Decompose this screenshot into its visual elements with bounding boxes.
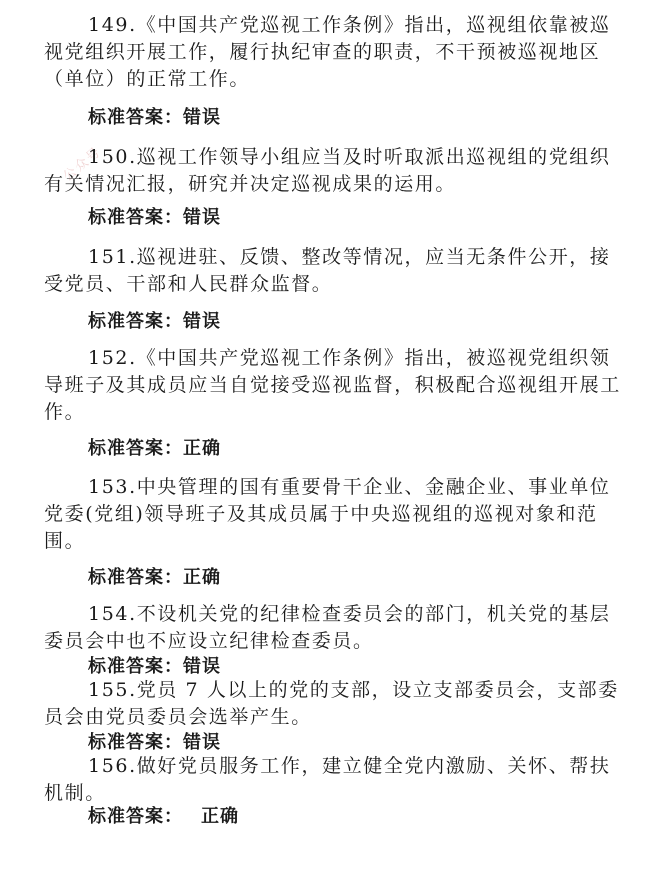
answer-value: 错误 [183, 656, 221, 677]
answer-155 [88, 731, 221, 755]
answer-label: 标准答案： [88, 107, 183, 128]
answer-label: 标准答案： [88, 207, 183, 228]
answer-152 [88, 437, 221, 461]
answer-value: 错误 [183, 732, 221, 753]
question-150: 150.巡视工作领导小组应当及时听取派出巡视组的党组织有关情况汇报，研究并决定巡视成果的运用。 [44, 146, 611, 195]
answer-label: 标准答案： [88, 656, 183, 677]
answer-149 [88, 106, 221, 130]
watermark: 公众号 [60, 144, 105, 185]
question-155: 155.党员 7 人以上的党的支部，设立支部委员会，支部委员会由党员委员会选举产生。 [44, 679, 619, 728]
answer-150 [88, 206, 221, 230]
answer-value: 正确 [183, 438, 221, 459]
answer-153 [88, 566, 221, 590]
question-152: 152.《中国共产党巡视工作条例》指出，被巡视党组织领导班子及其成员应当自觉接受巡视监督，积极配合巡视组开展工作。 [44, 347, 621, 423]
answer-value: 错误 [183, 311, 221, 332]
question-156: 156.做好党员服务工作，建立健全党内激励、关怀、帮扶机制。 [44, 755, 611, 804]
answer-label: 标准答案： [88, 311, 183, 332]
answer-151 [88, 310, 221, 334]
answer-value: 正确 [183, 567, 221, 588]
answer-value: 错误 [183, 107, 221, 128]
answer-value: 正确 [201, 806, 239, 827]
question-149: 149.《中国共产党巡视工作条例》指出，巡视组依靠被巡视党组织开展工作，履行执纪审查的职责，不干预被巡视地区（单位）的正常工作。 [44, 14, 611, 90]
answer-label: 标准答案： [88, 438, 183, 459]
answer-label: 标准答案： [88, 567, 183, 588]
answer-label: 标准答案： [88, 732, 183, 753]
answer-value: 错误 [183, 207, 221, 228]
question-154: 154.不设机关党的纪律检查委员会的部门，机关党的基层委员会中也不应设立纪律检查委员。 [44, 603, 611, 652]
answer-154 [88, 655, 221, 679]
question-151: 151.巡视进驻、反馈、整改等情况，应当无条件公开，接受党员、干部和人民群众监督。 [44, 246, 611, 295]
question-153: 153.中央管理的国有重要骨干企业、金融企业、事业单位党委(党组)领导班子及其成员属于中央巡视组的巡视对象和范围。 [44, 476, 611, 552]
answer-label: 标准答案： [88, 806, 183, 827]
answer-156 [88, 805, 239, 829]
